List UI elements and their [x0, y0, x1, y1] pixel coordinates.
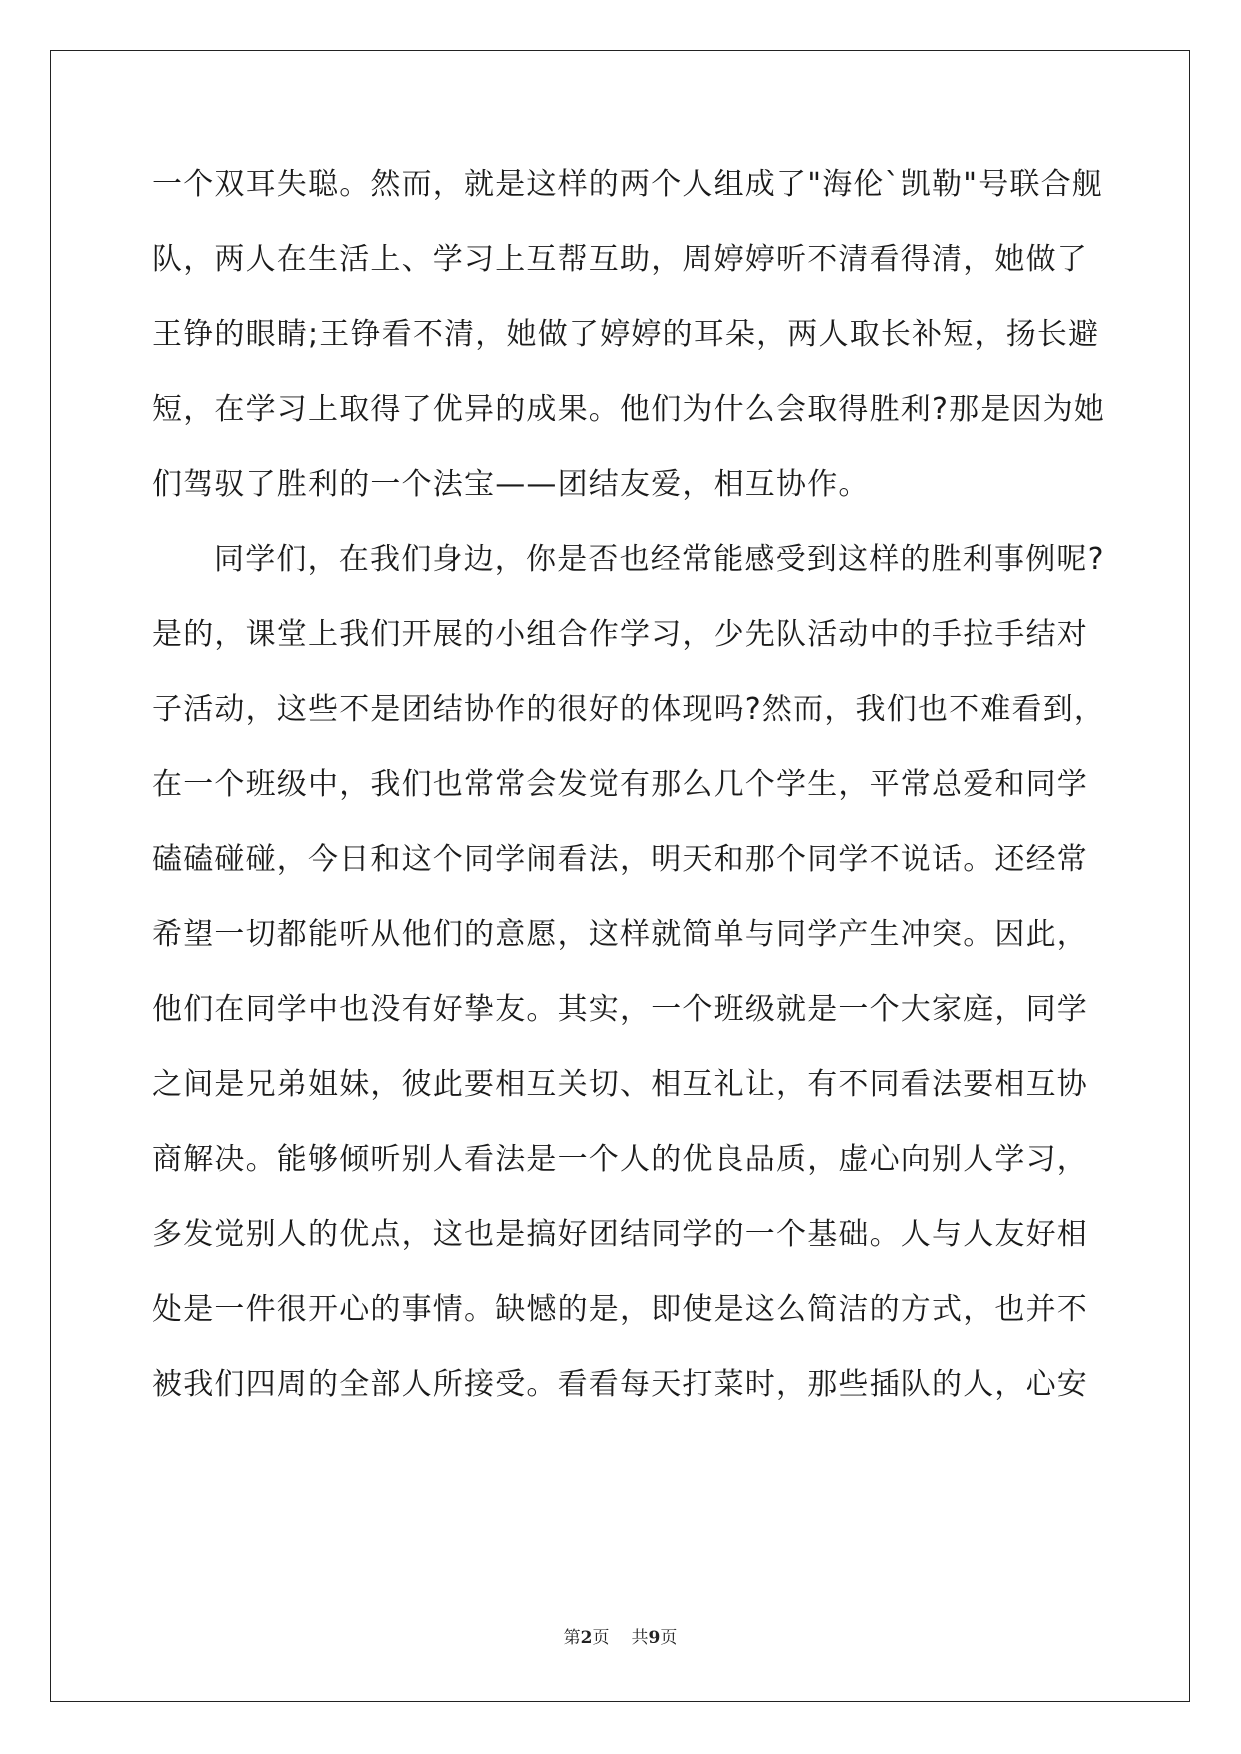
- page-prefix: 第: [563, 1628, 581, 1648]
- text-line: 在一个班级中，我们也常常会发觉有那么几个学生，平常总爱和同学: [152, 767, 1088, 802]
- page-suffix: 页: [592, 1628, 610, 1648]
- text-line: 磕磕碰碰，今日和这个同学闹看法，明天和那个同学不说话。还经常: [152, 842, 1088, 877]
- text-line: 队，两人在生活上、学习上互帮互助，周婷婷听不清看得清，她做了: [152, 242, 1088, 277]
- text-line: 希望一切都能听从他们的意愿，这样就简单与同学产生冲突。因此，: [152, 917, 1088, 952]
- text-line: 是的，课堂上我们开展的小组合作学习，少先队活动中的手拉手结对: [152, 617, 1088, 652]
- paragraph-first-line: 同学们，在我们身边，你是否也经常能感受到这样的胜利事例呢?: [214, 542, 1105, 577]
- text-line: 一个双耳失聪。然而，就是这样的两个人组成了"海伦`凯勒"号联合舰: [152, 167, 1103, 202]
- text-line: 子活动，这些不是团结协作的很好的体现吗?然而，我们也不难看到，: [152, 692, 1106, 727]
- text-line: 王铮的眼睛;王铮看不清，她做了婷婷的耳朵，两人取长补短，扬长避: [152, 317, 1100, 352]
- text-line: 之间是兄弟姐妹，彼此要相互关切、相互礼让，有不同看法要相互协: [152, 1067, 1088, 1102]
- current-page-number: 2: [580, 1628, 593, 1648]
- text-line: 商解决。能够倾听别人看法是一个人的优良品质，虚心向别人学习，: [152, 1142, 1088, 1177]
- total-page-number: 9: [648, 1628, 661, 1648]
- page-footer: [0, 1623, 1241, 1648]
- text-line: 多发觉别人的优点，这也是搞好团结同学的一个基础。人与人友好相: [152, 1217, 1088, 1252]
- text-line: 被我们四周的全部人所接受。看看每天打菜时，那些插队的人，心安: [152, 1367, 1088, 1402]
- text-line: 他们在同学中也没有好挚友。其实，一个班级就是一个大家庭，同学: [152, 992, 1088, 1027]
- text-line: 们驾驭了胜利的一个法宝——团结友爱，相互协作。: [152, 467, 870, 502]
- text-line: 短，在学习上取得了优异的成果。他们为什么会取得胜利?那是因为她: [152, 392, 1106, 427]
- total-prefix: 共: [631, 1628, 649, 1648]
- total-suffix: 页: [660, 1628, 678, 1648]
- text-line: 处是一件很开心的事情。缺憾的是，即使是这么简洁的方式，也并不: [152, 1292, 1088, 1327]
